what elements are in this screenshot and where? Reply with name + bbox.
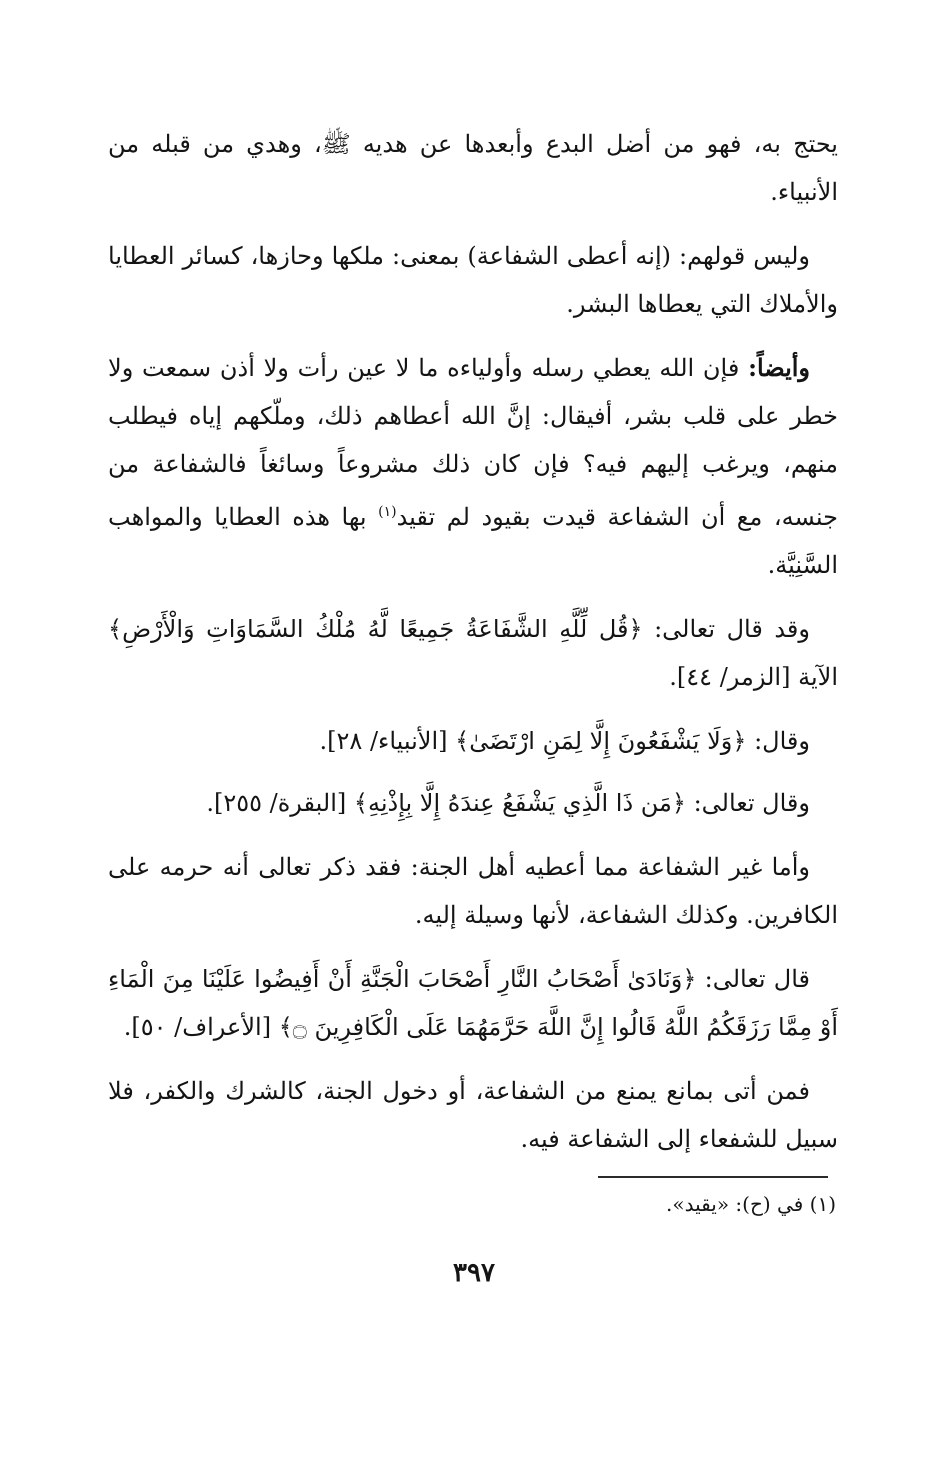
paragraph-3 [108,344,838,589]
paragraph-7-text: وأما غير الشفاعة مما أعطيه أهل الجنة: فقد ذكر تعالى أنه حرمه على الكافرين. وكذلك الشفاعة، لأنها وسيلة إليه. [108,853,838,929]
paragraph-8 [108,955,838,1051]
footnote-text: في (ح): «يقيد». [666,1192,804,1216]
paragraph-6 [108,779,838,827]
paragraph-1-text: يحتج به، فهو من أضل البدع وأبعدها عن هديه ﷺ، وهدي من قبله من الأنبياء. [108,130,838,206]
footnote-marker: (١) [809,1192,836,1216]
paragraph-4-intro: وقد قال تعالى: [642,615,810,643]
paragraph-4 [108,605,838,701]
paragraph-3-text-b: بها هذه العطايا والمواهب السَّنِيَّة. [108,503,838,579]
paragraph-6-citation: [البقرة/ ٢٥٥]. [206,789,354,817]
paragraph-5-intro: وقال: [746,727,810,755]
quran-verse-anbiya: ﴿وَلَا يَشْفَعُونَ إِلَّا لِمَنِ ارْتَضَىٰ﴾ [455,727,747,755]
page-number: ٣٩٧ [453,1258,495,1288]
paragraph-2-text: وليس قولهم: (إنه أعطى الشفاعة) بمعنى: ملكها وحازها، كسائر العطايا والأملاك التي يعطاها البشر. [108,242,838,318]
paragraph-4-citation: الآية [الزمر/ ٤٤]. [669,663,838,691]
quran-verse-zumar: ﴿قُل لِّلَّهِ الشَّفَاعَةُ جَمِيعًا لَّهُ مُلْكُ السَّمَاوَاتِ وَالْأَرْضِ﴾ [108,615,643,643]
paragraph-9 [108,1067,838,1163]
paragraph-8-citation: [الأعراف/ ٥٠]. [123,1013,279,1041]
footnote-reference: (١) [378,504,397,520]
paragraph-5 [108,717,838,765]
paragraph-9-text: فمن أتى بمانع يمنع من الشفاعة، أو دخول الجنة، كالشرك والكفر، فلا سبيل للشفعاء إلى الشفاعة فيه. [108,1077,838,1153]
paragraph-8-intro: قال تعالى: [696,965,811,993]
paragraph-2 [108,232,838,328]
body-text [108,120,838,1163]
paragraph-6-intro: وقال تعالى: [685,789,810,817]
paragraph-3-lead: وأيضاً: [748,353,810,382]
footnote-divider [598,1176,828,1178]
quran-verse-araf: ﴿وَنَادَىٰ أَصْحَابُ النَّارِ أَصْحَابَ الْجَنَّةِ أَنْ أَفِيضُوا عَلَيْنَا مِنَ الْمَاءِ أَوْ مِمَّا رَزَقَكُمُ اللَّهُ قَالُوا إِنَّ اللَّهَ حَرَّمَهُمَا عَلَى الْكَافِرِينَ ۝﴾ [108,965,838,1041]
paragraph-1 [108,120,838,216]
paragraph-3-text-a: فإن الله يعطي رسله وأولياءه ما لا عين رأت ولا أذن سمعت ولا خطر على قلب بشر، أفيقال: إنَّ الله أعطاهم ذلك، وملّكهم إياه فيطلب منهم، ويرغب إليهم فيه؟ فإن كان ذلك مشروعاً وسائغاً فالشفاعة من جنسه، مع أن الشفاعة قيدت بقيود لم تقيد [108,354,838,531]
footnote [400,1184,836,1224]
quran-verse-baqara: ﴿مَن ذَا الَّذِي يَشْفَعُ عِندَهُ إِلَّا بِإِذْنِهِ﴾ [353,789,686,817]
paragraph-7 [108,843,838,939]
paragraph-5-citation: [الأنبياء/ ٢٨]. [319,727,456,755]
